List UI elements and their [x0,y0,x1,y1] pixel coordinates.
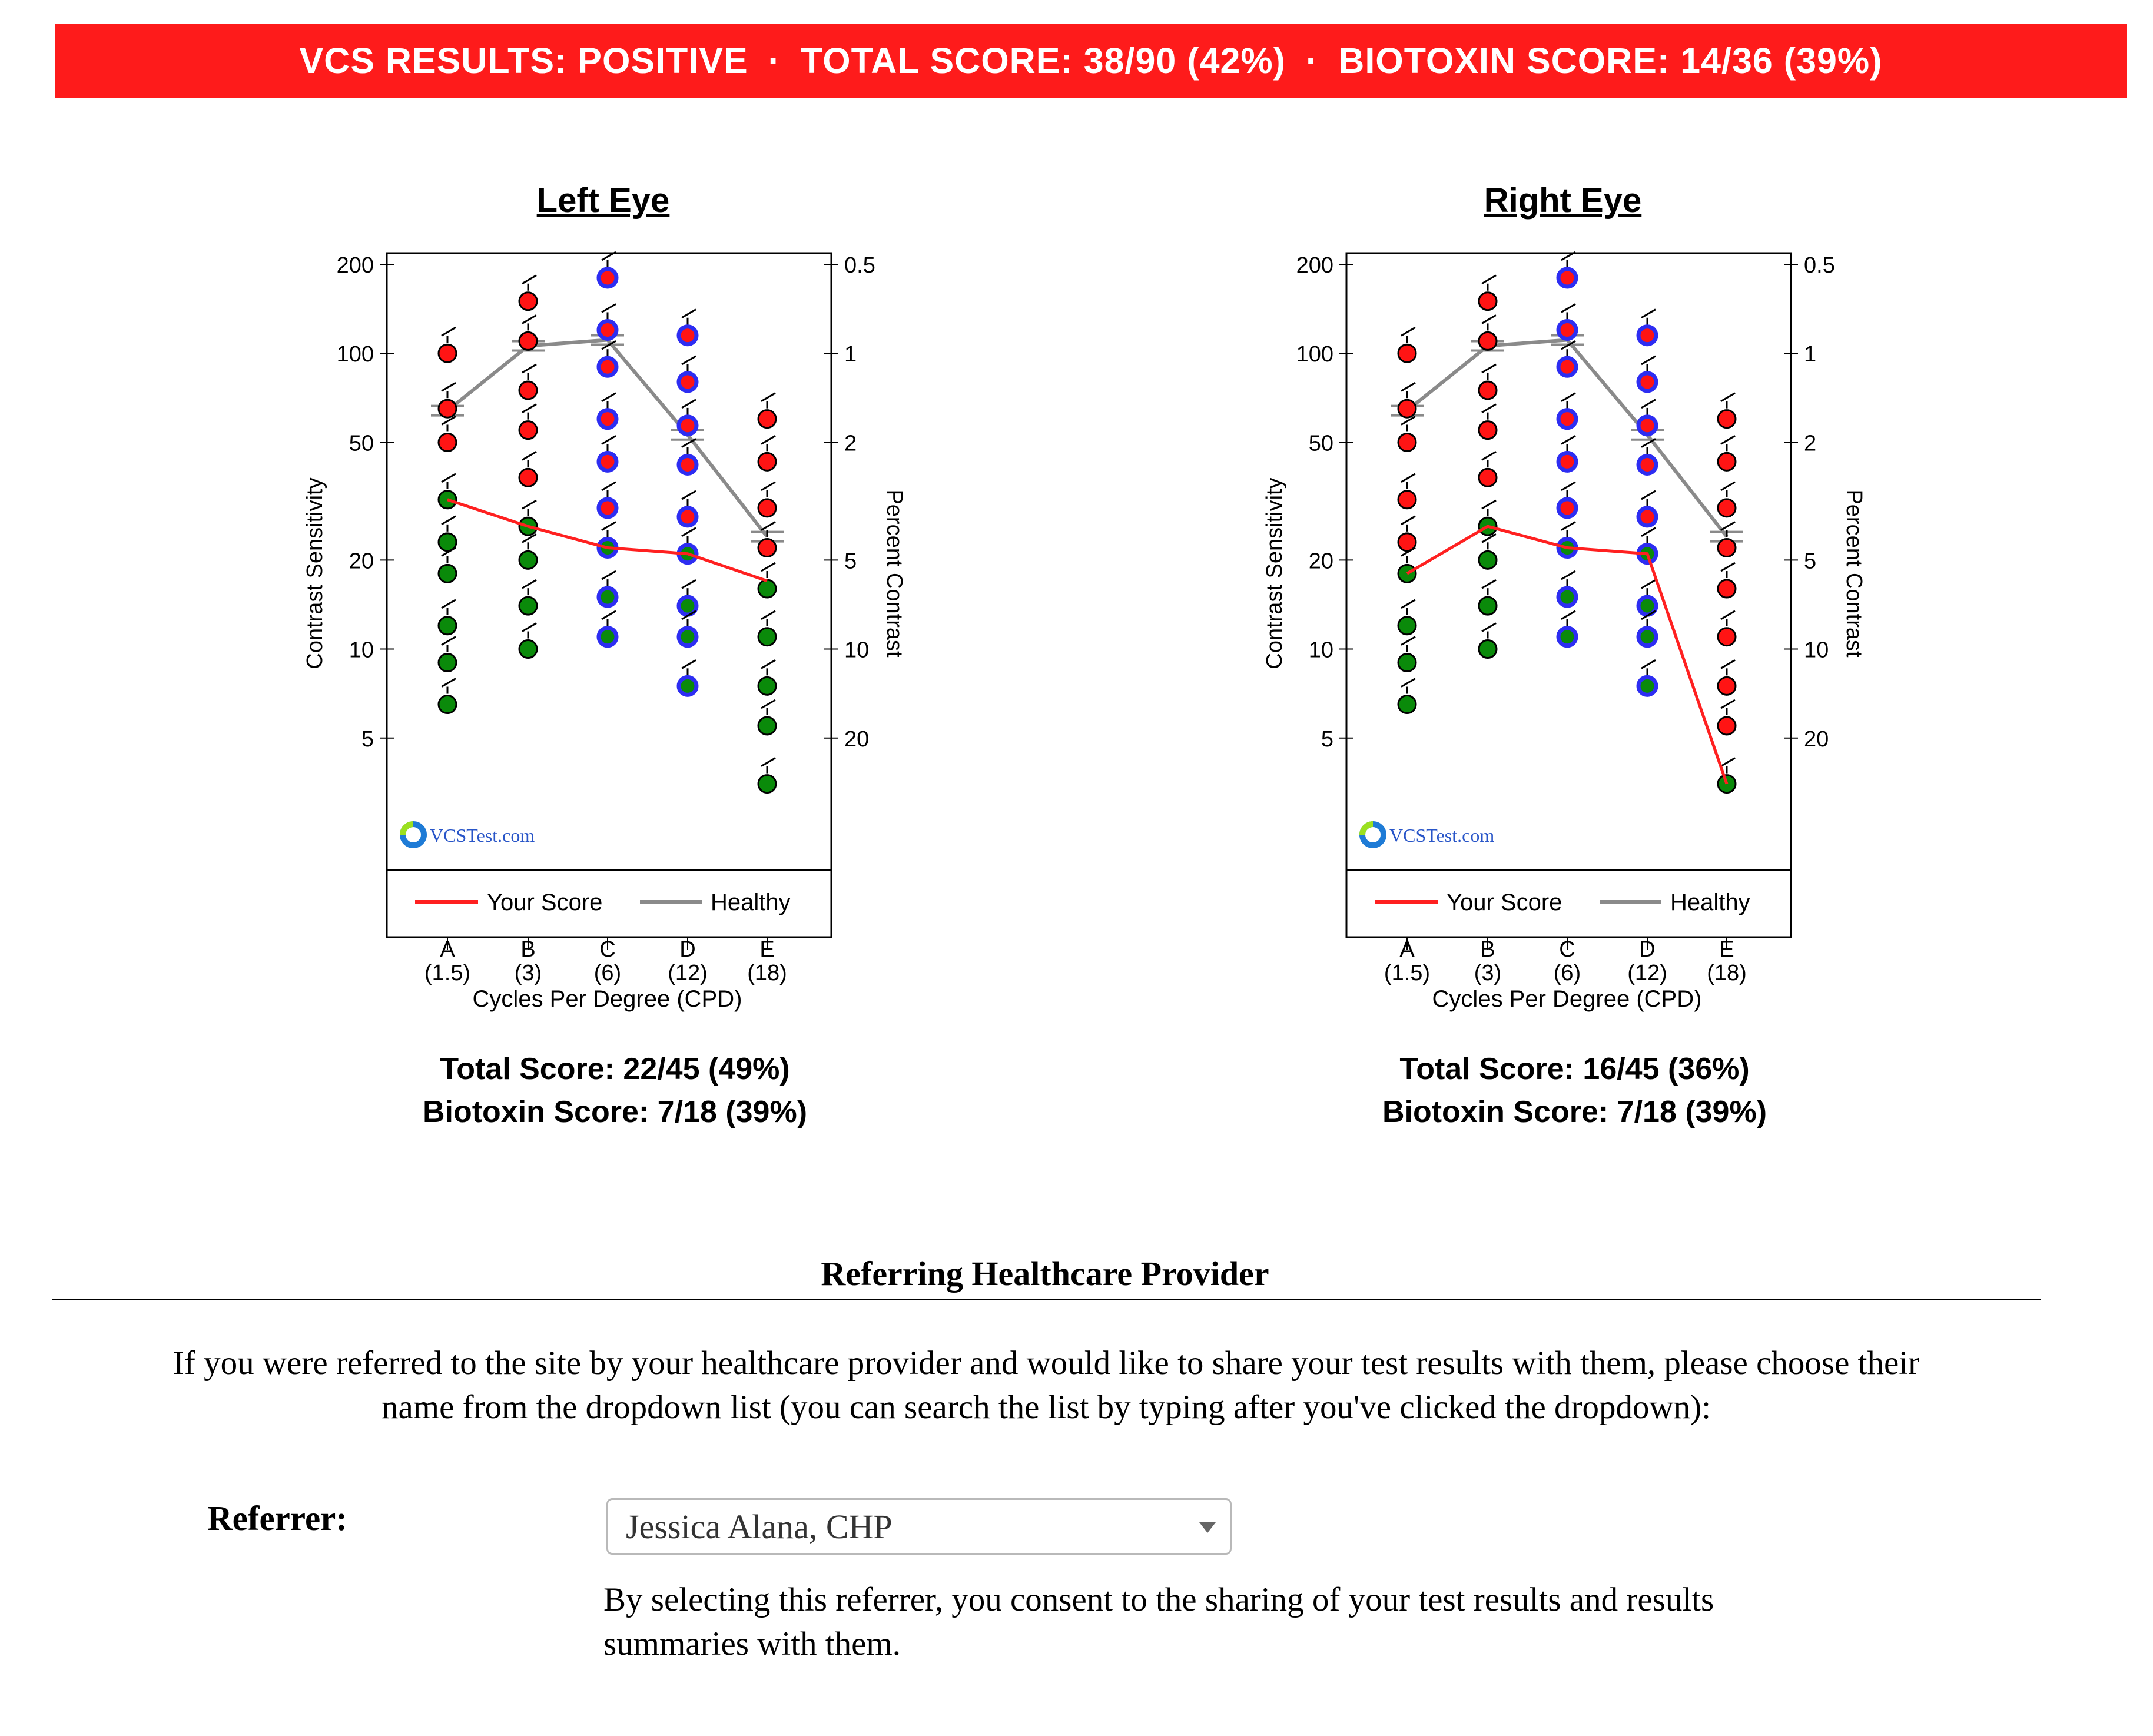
watermark-text: VCSTest.com [1389,825,1495,846]
target-dot [519,421,537,439]
target-dot [1718,499,1736,517]
x-axis-label: Cycles Per Degree (CPD) [1432,986,1702,1012]
target-dot-tick [1401,637,1415,645]
legend-label-your-score: Your Score [487,889,603,915]
y2-tick-label: 20 [1804,726,1829,752]
target-dot [599,358,616,376]
x-tick-freq: (3) [1474,961,1502,985]
target-dot-tick [1482,580,1496,588]
target-dot-tick [1482,364,1496,373]
y-axis-label: Contrast Sensitivity [1262,477,1287,669]
y2-tick-label: 0.5 [844,253,875,278]
target-dot [599,588,616,606]
target-dot [679,628,696,646]
target-dot [439,617,456,635]
target-dot [1479,421,1497,439]
target-dot [1558,588,1576,606]
target-dot [758,410,776,428]
target-dot-tick [522,623,536,632]
legend-label-your-score: Your Score [1447,889,1562,915]
x-tick-label: E [759,937,775,962]
consent-line: summaries with them. [603,1625,901,1662]
target-dot [1398,696,1416,713]
target-dot-tick [1482,404,1496,413]
target-dot-tick [682,528,696,536]
target-dot [1558,410,1576,428]
target-dot-tick [442,383,456,391]
target-dot [599,453,616,470]
y-tick-label: 5 [1321,726,1333,752]
target-dot-tick [1561,304,1575,312]
x-tick-freq: (1.5) [424,961,471,985]
target-dot [1638,373,1656,391]
target-dot [439,400,456,417]
target-dot [758,677,776,695]
legend-label-healthy: Healthy [711,889,791,915]
referrer-intro [52,1341,2041,1429]
target-dot-tick [761,482,775,490]
target-dot-tick [1401,474,1415,482]
target-dot-tick [1561,611,1575,619]
eye-biotoxin-score: Biotoxin Score: 7/18 (39%) [1382,1095,1767,1129]
consent-note [603,1578,1899,1666]
target-dot-tick [1721,758,1735,766]
target-dot-tick [1482,500,1496,509]
referrer-dropdown[interactable] [606,1498,1232,1555]
x-tick-label: C [599,937,616,962]
target-dot [679,456,696,473]
target-dot-tick [1641,491,1656,499]
target-dot [679,327,696,344]
target-dot-tick [442,637,456,645]
x-tick-freq: (12) [668,961,708,985]
target-dot [1398,400,1416,417]
x-tick-label: B [520,937,536,962]
target-dot [679,373,696,391]
target-dot [1718,677,1736,695]
target-dot-tick [1561,522,1575,530]
x-tick-label: B [1480,937,1495,962]
chevron-down-icon [1199,1522,1216,1533]
referrer-intro-line: name from the dropdown list (you can search the list by typing after you've clicked the dropdown): [381,1389,1711,1426]
target-dot-tick [761,563,775,571]
banner-results: VCS RESULTS: POSITIVE [299,41,748,81]
target-dot [679,508,696,526]
vcstest-logo-icon [403,824,413,835]
target-dot-tick [1401,516,1415,525]
target-dot-tick [1721,522,1735,530]
target-dot [519,640,537,658]
x-tick-label: A [1399,937,1415,962]
target-dot [758,453,776,470]
target-dot [1638,456,1656,473]
target-dot [1398,654,1416,672]
target-dot [519,597,537,615]
target-dot-tick [602,571,616,579]
chart-title: Right Eye [1484,181,1642,220]
y2-axis-label: Percent Contrast [882,489,907,658]
target-dot-tick [761,700,775,708]
target-dot-tick [1721,660,1735,668]
y-tick-label: 200 [336,253,374,278]
y2-tick-label: 2 [1804,431,1817,456]
banner-total-score: TOTAL SCORE: 38/90 (42%) [800,41,1286,81]
target-dot [758,539,776,557]
target-dot [1718,410,1736,428]
y2-tick-label: 10 [1804,638,1829,663]
target-dot-tick [1401,383,1415,391]
x-tick-label: E [1719,937,1734,962]
referrer-label: Referrer: [207,1499,347,1538]
target-dot [758,580,776,598]
referrer-intro-line: If you were referred to the site by your healthcare provider and would like to share your test results with them, please choose their [172,1345,1920,1382]
target-dot [1558,499,1576,517]
target-dot [1479,551,1497,569]
target-dot [1398,433,1416,451]
target-dot [1718,453,1736,470]
target-dot [1718,628,1736,646]
x-tick-label: D [679,937,696,962]
right-eye-chart [1262,181,1866,1129]
y2-axis-label: Percent Contrast [1842,489,1866,658]
target-dot [519,332,537,350]
target-dot-tick [1482,623,1496,632]
target-dot-tick [682,491,696,499]
target-dot-tick [1561,482,1575,490]
target-dot [1638,508,1656,526]
target-dot [519,293,537,310]
referrer-section-title: Referring Healthcare Provider [821,1254,1269,1293]
target-dot [519,381,537,399]
target-dot [1479,469,1497,486]
target-dot-tick [1641,400,1656,408]
left-eye-chart [303,181,907,1129]
target-dot [599,628,616,646]
target-dot-tick [522,500,536,509]
section-divider [52,1299,2041,1300]
target-dot [439,565,456,582]
target-dot-tick [761,393,775,401]
target-dot-tick [442,679,456,687]
target-dot-tick [682,660,696,668]
target-dot-tick [442,327,456,336]
target-dot [1558,269,1576,287]
x-tick-freq: (1.5) [1384,961,1431,985]
target-dot [1718,717,1736,735]
referrer-selected-value: Jessica Alana, CHP [626,1507,893,1546]
target-dot-tick [1401,327,1415,336]
target-dot [1638,628,1656,646]
x-tick-freq: (6) [593,961,622,985]
y2-tick-label: 5 [844,549,857,574]
target-dot [758,775,776,793]
y-tick-label: 20 [1308,549,1333,574]
x-tick-label: C [1559,937,1575,962]
x-axis-label: Cycles Per Degree (CPD) [472,986,742,1012]
x-tick-freq: (18) [747,961,787,985]
target-dot [758,628,776,646]
banner-separator: · [768,41,781,81]
target-dot [1479,597,1497,615]
target-dot-tick [1721,700,1735,708]
target-dot [1558,321,1576,338]
target-dot [758,499,776,517]
target-dot-tick [442,474,456,482]
target-dot-tick [761,660,775,668]
your-score-series-line [1407,526,1727,784]
y2-tick-label: 5 [1804,549,1817,574]
target-dot-tick [761,436,775,444]
target-dot [758,717,776,735]
target-dot [1398,344,1416,362]
banner-separator: · [1305,41,1319,81]
target-dot-tick [1721,563,1735,571]
target-dot [519,469,537,486]
target-dot-tick [522,404,536,413]
target-dot-tick [1401,679,1415,687]
target-dot-tick [682,310,696,318]
y2-tick-label: 1 [844,342,857,367]
target-dot-tick [682,356,696,364]
x-tick-freq: (3) [514,961,542,985]
target-dot-tick [602,482,616,490]
target-dot-tick [602,304,616,312]
x-tick-freq: (18) [1707,961,1747,985]
target-dot-tick [1482,452,1496,460]
vcstest-logo-icon [1362,824,1373,835]
target-dot [1479,381,1497,399]
target-dot [1398,617,1416,635]
target-dot-tick [602,436,616,444]
target-dot [599,321,616,338]
y-tick-label: 10 [349,638,374,663]
target-dot [439,654,456,672]
target-dot-tick [1721,436,1735,444]
target-dot-tick [1721,611,1735,619]
target-dot-tick [522,275,536,284]
target-dot-tick [1641,310,1656,318]
target-dot-tick [761,522,775,530]
target-dot [1638,417,1656,434]
eye-total-score: Total Score: 16/45 (36%) [1399,1052,1750,1086]
y-tick-label: 200 [1296,253,1333,278]
target-dot [599,269,616,287]
target-dot-tick [522,580,536,588]
target-dot-tick [761,611,775,619]
target-dot [1479,640,1497,658]
eye-total-score: Total Score: 22/45 (49%) [440,1052,790,1086]
y-tick-label: 20 [349,549,374,574]
target-dot-tick [682,580,696,588]
y2-tick-label: 0.5 [1804,253,1835,278]
target-dot [1638,677,1656,695]
target-dot [599,499,616,517]
watermark-text: VCSTest.com [430,825,535,846]
x-tick-label: A [440,937,455,962]
target-dot-tick [1561,393,1575,401]
target-dot-tick [602,393,616,401]
y2-tick-label: 1 [1804,342,1817,367]
target-dot [519,551,537,569]
target-dot-tick [1561,436,1575,444]
target-dot [1479,293,1497,310]
target-dot-tick [1641,580,1656,588]
y2-tick-label: 2 [844,431,857,456]
target-dot [1718,580,1736,598]
consent-line: By selecting this referrer, you consent to the sharing of your test results and results [603,1581,1714,1618]
y2-tick-label: 10 [844,638,870,663]
target-dot [1638,327,1656,344]
target-dot-tick [1561,571,1575,579]
target-dot [1398,491,1416,509]
target-dot [1718,539,1736,557]
target-dot-tick [522,364,536,373]
target-dot-tick [682,400,696,408]
x-tick-freq: (6) [1553,961,1581,985]
target-dot-tick [1721,393,1735,401]
legend-label-healthy: Healthy [1670,889,1750,915]
target-dot [439,433,456,451]
y-tick-label: 100 [336,342,374,367]
target-dot-tick [522,452,536,460]
target-dot [1479,332,1497,350]
target-dot-tick [602,522,616,530]
target-dot-tick [602,611,616,619]
y-tick-label: 50 [1308,431,1333,456]
target-dot [679,677,696,695]
target-dot [1558,453,1576,470]
target-dot-tick [1641,356,1656,364]
target-dot-tick [442,516,456,525]
target-dot [1558,628,1576,646]
y-tick-label: 5 [361,726,374,752]
target-dot-tick [1721,482,1735,490]
target-dot [1558,358,1576,376]
y-tick-label: 100 [1296,342,1333,367]
y-tick-label: 50 [349,431,374,456]
x-tick-label: D [1639,937,1656,962]
target-dot [439,696,456,713]
banner-biotoxin-score: BIOTOXIN SCORE: 14/36 (39%) [1338,41,1883,81]
target-dot [599,410,616,428]
target-dot [679,417,696,434]
y-axis-label: Contrast Sensitivity [303,477,327,669]
y2-tick-label: 20 [844,726,870,752]
target-dot-tick [1482,315,1496,323]
target-dot-tick [1401,600,1415,608]
target-dot-tick [1641,660,1656,668]
target-dot-tick [522,315,536,323]
chart-title: Left Eye [536,181,670,220]
x-tick-freq: (12) [1627,961,1667,985]
target-dot-tick [761,758,775,766]
eye-biotoxin-score: Biotoxin Score: 7/18 (39%) [422,1095,808,1129]
target-dot-tick [1641,528,1656,536]
y-tick-label: 10 [1308,638,1333,663]
target-dot [439,344,456,362]
target-dot-tick [442,600,456,608]
target-dot-tick [1482,275,1496,284]
